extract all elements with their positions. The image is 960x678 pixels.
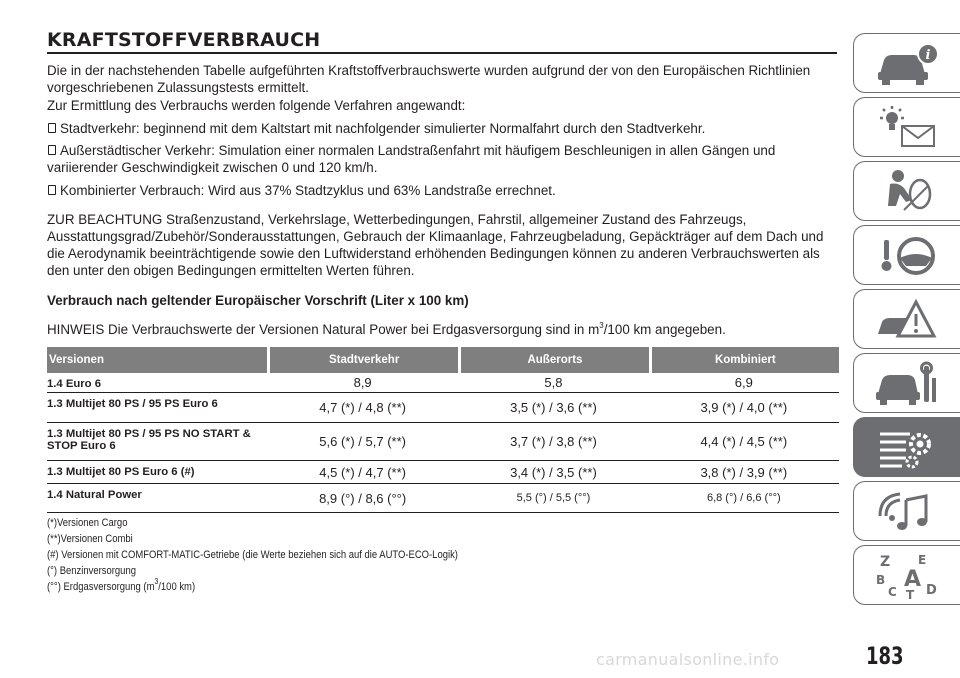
- header-versions: Versionen: [47, 347, 267, 373]
- footnote: (#) Versionen mit COMFORT-MATIC-Getriebe (die Werte beziehen sich auf die AUTO-ECO-Logik): [47, 549, 458, 561]
- tab-maintenance[interactable]: [853, 353, 960, 413]
- combined-cell: 3,9 (*) / 4,0 (**): [649, 393, 839, 423]
- svg-text:B: B: [876, 573, 886, 587]
- intro-paragraph: Die in der nachstehenden Tabelle aufgeführten Kraftstoffverbrauchswerte wurden aufgrund der von den Europäischen Richtlinien vorgeschriebenen Zulassungstests ermittelt.: [47, 63, 811, 95]
- multimedia-icon: [872, 486, 942, 536]
- svg-text:C: C: [888, 585, 897, 599]
- city-cell: 8,9: [267, 373, 458, 393]
- bullet-text: Stadtverkehr: beginnend mit dem Kaltstart mit nachfolgender simulierter Normalfahrt durch den Stadtverkehr.: [60, 121, 706, 136]
- svg-text:Z: Z: [880, 554, 891, 570]
- tab-warning-lights[interactable]: [853, 97, 960, 157]
- checkbox-bullet-icon: [48, 123, 56, 133]
- table-row: [47, 484, 839, 513]
- tab-vehicle-info[interactable]: [853, 33, 960, 93]
- footnote: (**)Versionen Combi: [47, 533, 133, 545]
- warning-lights-icon: [872, 102, 942, 152]
- svg-text:A: A: [904, 567, 922, 592]
- combined-cell: 4,4 (*) / 4,5 (**): [649, 423, 839, 461]
- bullet-item: [47, 182, 839, 199]
- emergency-warning-icon: [872, 294, 942, 344]
- bullet-text: Kombinierter Verbrauch: Wird aus 37% Stadtzyklus und 63% Landstraße errechnet.: [60, 183, 556, 198]
- note-paragraph: ZUR BEACHTUNG Straßenzustand, Verkehrslage, Wetterbedingungen, Fahrstil, allgemeiner Zustand des Fahrzeugs, Ausstattungsgrad/Zubehör/Sonderausstattungen, Gebrauch der Klimaanlage, Fahrzeugbeladung, Gepäckträger auf dem Dach und die Aerodynamik beeinträchtigende sowie den Luftwiderstand erhöhenden Bedingungen können zu anderen Verbrauchswerten als den unter den obigen Bedingungen ermittelten Werten führen.: [47, 212, 824, 278]
- car-info-icon: [872, 38, 942, 88]
- method-paragraph: Zur Ermittlung des Verbrauchs werden folgende Verfahren angewandt:: [47, 98, 466, 113]
- footnote: (*)Versionen Cargo: [47, 517, 128, 529]
- version-cell: 1.4 Euro 6: [47, 373, 267, 393]
- footnote: (°°) Erdgasversorgung ($m^3/100$ km): [47, 577, 196, 593]
- tab-technical-data[interactable]: [853, 417, 960, 477]
- index-icon: [872, 550, 942, 600]
- tab-multimedia[interactable]: [853, 481, 960, 541]
- extra-urban-cell: 5,5 (°) / 5,5 (°°): [458, 484, 648, 513]
- header-city: Stadtverkehr: [267, 347, 458, 373]
- version-cell: 1.3 Multijet 80 PS / 95 PS NO START & STOP Euro 6: [47, 423, 267, 461]
- bullet-text: Außerstädtischer Verkehr: Simulation einer normalen Landstraßenfahrt mit häufigem Beschleunigen in allen Gängen und variierender Geschwindigkeit zwischen 0 und 120 km/h.: [47, 143, 776, 175]
- page-number: 183: [866, 642, 904, 670]
- consumption-table: [47, 347, 839, 513]
- table-subheading: Verbrauch nach geltender Europäischer Vorschrift (Liter x 100 km): [47, 293, 469, 308]
- bullet-item: [47, 142, 839, 176]
- checkbox-bullet-icon: [48, 185, 56, 195]
- footnote: (°) Benzinversorgung: [47, 565, 136, 577]
- version-cell: 1.4 Natural Power: [47, 484, 267, 513]
- tab-starting-driving[interactable]: [853, 225, 960, 285]
- city-cell: 8,9 (°) / 8,6 (°°): [267, 484, 458, 513]
- city-cell: 4,5 (*) / 4,7 (**): [267, 461, 458, 484]
- tab-safety[interactable]: [853, 161, 960, 221]
- city-cell: 5,6 (*) / 5,7 (**): [267, 423, 458, 461]
- tab-emergency[interactable]: [853, 289, 960, 349]
- safety-airbag-icon: [872, 166, 942, 216]
- svg-text:E: E: [918, 553, 927, 567]
- combined-cell: 3,8 (*) / 3,9 (**): [649, 461, 839, 484]
- svg-text:T: T: [906, 588, 915, 600]
- footnotes: [47, 515, 839, 595]
- svg-text:i: i: [925, 48, 931, 63]
- page-title: KRAFTSTOFFVERBRAUCH: [47, 30, 837, 54]
- combined-cell: 6,8 (°) / 6,6 (°°): [649, 484, 839, 513]
- table-header-row: [47, 347, 839, 373]
- header-extra-urban: Außerorts: [458, 347, 648, 373]
- extra-urban-cell: 3,4 (*) / 3,5 (**): [458, 461, 648, 484]
- hint-text: HINWEIS Die Verbrauchswerte der Versionen Natural Power bei Erdgasversorgung sind in m: [47, 322, 600, 337]
- table-row: [47, 423, 839, 461]
- tab-index[interactable]: [853, 545, 960, 605]
- car-maintenance-icon: [872, 358, 942, 408]
- hint-text-end: /100 km angegeben.: [603, 322, 726, 337]
- extra-urban-cell: 3,7 (*) / 3,8 (**): [458, 423, 648, 461]
- extra-urban-cell: 5,8: [458, 373, 648, 393]
- svg-text:D: D: [926, 583, 937, 598]
- city-cell: 4,7 (*) / 4,8 (**): [267, 393, 458, 423]
- watermark: carmanualsonline.info: [596, 650, 780, 669]
- combined-cell: 6,9: [649, 373, 839, 393]
- chapter-sidebar: [853, 33, 960, 609]
- extra-urban-cell: 3,5 (*) / 3,6 (**): [458, 393, 648, 423]
- table-row: [47, 373, 839, 393]
- version-cell: 1.3 Multijet 80 PS Euro 6 (#): [47, 461, 267, 484]
- bullet-item: [47, 120, 839, 137]
- table-row: [47, 393, 839, 423]
- hint-paragraph: [47, 321, 839, 338]
- hint-superscript: 3: [599, 321, 604, 330]
- page-content: [47, 30, 839, 595]
- version-cell: 1.3 Multijet 80 PS / 95 PS Euro 6: [47, 393, 267, 423]
- checkbox-bullet-icon: [48, 145, 56, 155]
- steering-wheel-icon: [872, 230, 942, 280]
- technical-data-icon: [872, 422, 942, 472]
- header-combined: Kombiniert: [649, 347, 839, 373]
- table-row: [47, 461, 839, 484]
